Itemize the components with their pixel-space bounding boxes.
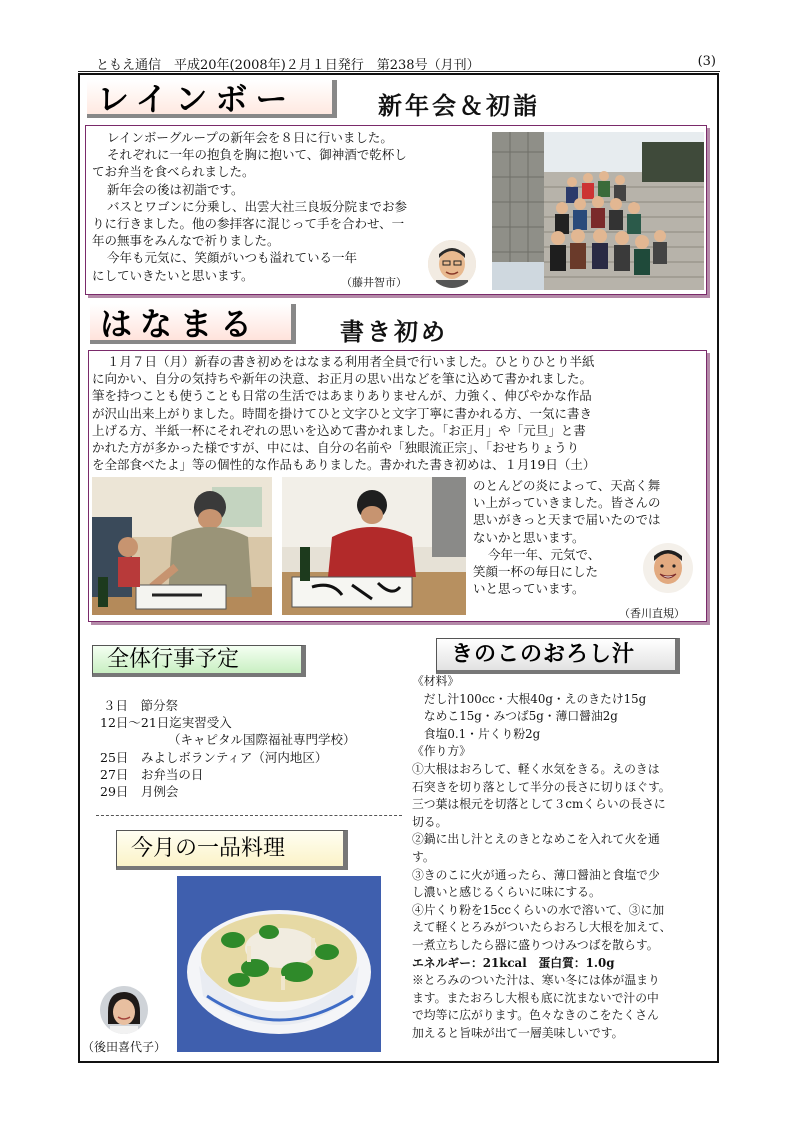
schedule-item: 27日 お弁当の日 (100, 766, 204, 782)
hanamaru-side-line: い上がっていきました。皆さんの (473, 495, 661, 511)
hanamaru-heading: はなまる (90, 304, 296, 344)
author-avatar (643, 543, 693, 593)
hanamaru-article-text (92, 353, 704, 473)
hanamaru-line: を全部食べたよ」等の個性的な作品もありました。書かれた書き初めは、１月19日（土） (92, 457, 596, 473)
schedule-list (100, 697, 400, 800)
hanamaru-article-box (88, 350, 707, 622)
recipe-line: 《作り方》 (412, 744, 471, 759)
recipe-line: 石突きを切り落として半分の長さに切りほぐす。 (412, 779, 671, 794)
recipe-line: だし汁100cc・大根40g・えのきたけ15g (412, 691, 647, 706)
newsletter-header: ともえ通信 平成20年(2008年)２月１日発行 第238号（月刊） (96, 58, 480, 73)
rainbow-line: 今年も元気に、笑顔がいつも溢れている一年 (107, 250, 358, 266)
dish-signature: （後田喜代子） (82, 1040, 167, 1054)
rainbow-line: にしていきたいと思います。 (92, 267, 254, 283)
dish-heading: 今月の一品料理 (116, 830, 348, 870)
recipe-note-line: で均等に広がります。色々なきのこをたくさん (412, 1008, 659, 1023)
recipe-line: 食塩0.1・片くり粉2g (412, 726, 541, 741)
recipe-line: 一煮立ちしたら器に盛りつけみつばを散らす。 (412, 937, 659, 952)
hanamaru-line: 上げる方、半紙一杯にそれぞれの思いを込めて書かれました。「お正月」や「元旦」と書 (92, 422, 586, 438)
recipe-heading: きのこのおろし汁 (436, 638, 680, 674)
recipe-body (412, 673, 712, 1042)
schedule-item: 12日～21日迄実習受入 (100, 715, 232, 731)
recipe-line: し濃いと感じるくらいに味にする。 (412, 885, 601, 900)
rainbow-signature: （藤井智市） (341, 276, 407, 289)
recipe-line: 《材料》 (412, 674, 460, 688)
rainbow-line: りに行きました。他の参拝客に混じって手を合わせ、一 (92, 216, 405, 232)
author-avatar (100, 986, 148, 1034)
page-number: (3) (697, 54, 716, 69)
section-divider (96, 815, 402, 816)
schedule-item: 29日 月例会 (100, 784, 179, 800)
hanamaru-line: が沢山出来上がりました。時間を掛けてひと文字ひと文字丁寧に書かれる方、一気に書き (92, 405, 593, 421)
rainbow-line: それぞれに一年の抱負を胸に抱いて、御神酒で乾杯し (107, 147, 407, 163)
hanamaru-side-line: のとんどの炎によって、天高く舞 (473, 478, 661, 493)
recipe-note-line: ※とろみのついた汁は、寒い冬には体が温まり (412, 973, 660, 988)
group-photo-shrine-steps (492, 132, 704, 290)
recipe-line: なめこ15g・みつば5g・薄口醤油2g (412, 709, 618, 724)
hanamaru-line: かれた方が多かった様ですが、中には、自分の名前や「独眼流正宗」、「おせちりょうり (92, 440, 580, 456)
hanamaru-side-line: いと思っています。 (473, 581, 585, 597)
schedule-item: 25日 みよしボランティア（河内地区） (100, 749, 328, 765)
recipe-line: ③きのこに火が通ったら、薄口醤油と食塩で少 (412, 867, 660, 882)
calligraphy-photo-2 (282, 477, 466, 615)
recipe-line: ④片くり粉を15ccくらいの水で溶いて、③に加 (412, 902, 665, 917)
hanamaru-side-line: 今年一年、元気で、 (488, 546, 601, 562)
hanamaru-side-line: 思いがきっと天まで届いたのでは (473, 512, 661, 528)
header-rule (78, 71, 720, 72)
recipe-line: 三つ葉は根元を切落として３cmくらいの長さに (412, 797, 666, 812)
soup-photo (177, 876, 381, 1052)
schedule-heading: 全体行事予定 (92, 645, 306, 677)
calligraphy-photo-1 (92, 477, 272, 615)
hanamaru-line: に向かい、自分の気持ちや新年の決意、お正月の思い出などを筆に込めて書かれました。 (92, 371, 593, 387)
recipe-energy: エネルギー：21kcal 蛋白質：1.0g (412, 955, 615, 970)
rainbow-heading: レインボー (87, 80, 337, 118)
hanamaru-line: 筆を持つことも使うことも日常の生活ではあまりありませんが、力強く、伸びやかな作品 (92, 388, 592, 404)
recipe-line: す。 (412, 849, 435, 864)
hanamaru-subtitle: 書き初め (340, 317, 448, 346)
hanamaru-side-line: 笑顔一杯の毎日にした (473, 564, 599, 580)
recipe-note-line: ます。またおろし大根も底に沈まないで汁の中 (412, 990, 659, 1005)
author-avatar (428, 240, 476, 288)
recipe-line: ②鍋に出し汁とえのきとなめこを入れて火を通 (412, 832, 660, 847)
rainbow-subtitle: 新年会＆初詣 (378, 91, 540, 120)
recipe-line: えて軽くとろみがついたらおろし大根を加えて、 (412, 920, 672, 935)
hanamaru-line: １月７日（月）新春の書き初めをはなまる利用者全員で行いました。ひとりひとり半紙 (107, 354, 595, 369)
schedule-item: ３日 節分祭 (103, 698, 179, 713)
hanamaru-side-line: ないかと思います。 (473, 529, 585, 545)
recipe-note-line: 加えると旨味が出て一層美味しいです。 (412, 1025, 624, 1040)
rainbow-line: レインボーグループの新年会を８日に行いました。 (107, 130, 393, 145)
hanamaru-signature: （香川直規） (619, 607, 685, 620)
recipe-line: 切る。 (412, 814, 448, 829)
schedule-item: （キャピタル国際福祉専門学校） (168, 732, 356, 748)
rainbow-line: てお弁当を食べられました。 (92, 164, 255, 180)
rainbow-line: 新年会の後は初詣です。 (107, 181, 244, 197)
rainbow-article-box (85, 125, 707, 295)
rainbow-line: 年の無事をみんなで祈りました。 (92, 233, 280, 249)
rainbow-line: バスとワゴンに分乗し、出雲大社三良坂分院までお参 (107, 198, 408, 214)
recipe-line: ①大根はおろして、軽く水気をきる。えのきは (412, 761, 660, 776)
